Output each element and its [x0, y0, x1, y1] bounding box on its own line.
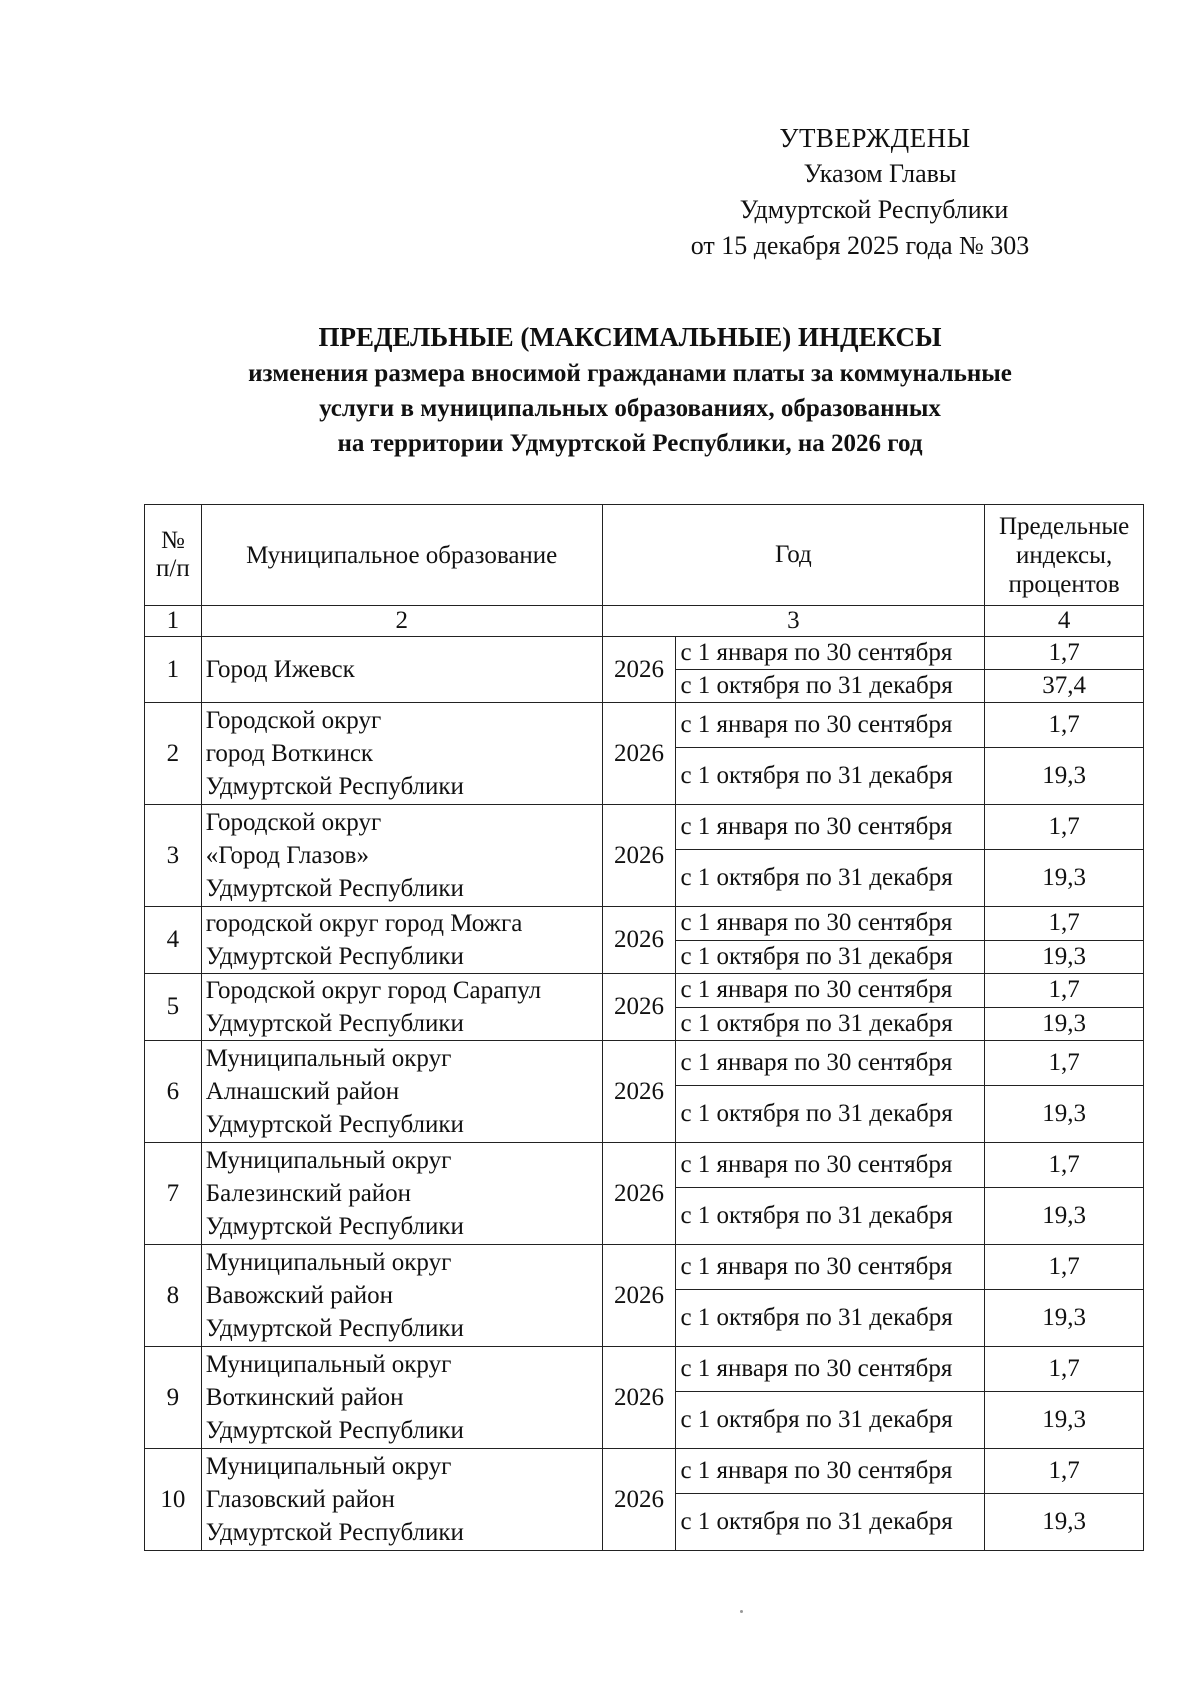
index-cell: 19,3 [985, 1188, 1144, 1245]
period-cell: с 1 октября по 31 декабря [676, 1086, 985, 1143]
municipality-line: Удмуртской Республики [205, 1519, 464, 1546]
municipality-cell [201, 974, 602, 1041]
approval-heading: УТВЕРЖДЕНЫ [779, 123, 971, 153]
approval-stamp-block [650, 120, 1070, 264]
municipality-line: Алнашский район [205, 1078, 400, 1105]
period-cell: с 1 октября по 31 декабря [676, 940, 985, 974]
period-cell: с 1 января по 30 сентября [676, 805, 985, 850]
municipality-line: Вавожский район [205, 1282, 393, 1309]
municipality-line: город Воткинск [205, 740, 374, 767]
period-cell: с 1 января по 30 сентября [676, 974, 985, 1008]
municipality-line: Удмуртской Республики [205, 875, 464, 902]
municipality-line: Городской округ город Сарапул [205, 977, 542, 1004]
period-cell: с 1 января по 30 сентября [676, 1245, 985, 1290]
municipality-line: Муниципальный округ [205, 1351, 452, 1378]
period-cell: с 1 января по 30 сентября [676, 703, 985, 748]
index-cell: 1,7 [985, 1245, 1144, 1290]
approval-decree-line: Указом Главы [803, 159, 957, 188]
municipality-line: Удмуртской Республики [205, 1417, 464, 1444]
row-number: 4 [145, 907, 202, 974]
index-cell: 1,7 [985, 805, 1144, 850]
header-municipality: Муниципальное образование [201, 505, 602, 606]
index-cell: 1,7 [985, 974, 1144, 1008]
index-cell: 1,7 [985, 1143, 1144, 1188]
index-cell: 19,3 [985, 850, 1144, 907]
index-cell: 1,7 [985, 1347, 1144, 1392]
period-cell: с 1 октября по 31 декабря [676, 1290, 985, 1347]
period-cell: с 1 октября по 31 декабря [676, 1392, 985, 1449]
period-cell: с 1 января по 30 сентября [676, 637, 985, 670]
indices-table [144, 504, 1144, 1551]
year-cell: 2026 [602, 1449, 676, 1551]
table-row [145, 805, 1144, 850]
period-cell: с 1 октября по 31 декабря [676, 850, 985, 907]
column-number: 2 [201, 606, 602, 637]
approval-region-line: Удмуртской Республики [739, 195, 1009, 224]
index-cell: 1,7 [985, 637, 1144, 670]
period-cell: с 1 января по 30 сентября [676, 1347, 985, 1392]
period-cell: с 1 января по 30 сентября [676, 1449, 985, 1494]
table-row [145, 974, 1144, 1008]
column-number: 1 [145, 606, 202, 637]
municipality-cell [201, 1041, 602, 1143]
municipality-cell [201, 1347, 602, 1449]
municipality-line: Город Ижевск [205, 656, 355, 683]
table-row [145, 907, 1144, 941]
municipality-cell [201, 1143, 602, 1245]
municipality-line: Муниципальный округ [205, 1147, 452, 1174]
municipality-cell [201, 703, 602, 805]
period-cell: с 1 января по 30 сентября [676, 1041, 985, 1086]
document-title [150, 318, 1110, 461]
index-cell: 37,4 [985, 670, 1144, 703]
municipality-line: Балезинский район [205, 1180, 412, 1207]
year-cell: 2026 [602, 1347, 676, 1449]
table-row [145, 637, 1144, 670]
title-line-2: изменения размера вносимой гражданами платы за коммунальные [248, 360, 1012, 387]
table-row [145, 1143, 1144, 1188]
index-cell: 1,7 [985, 1449, 1144, 1494]
municipality-line: Удмуртской Республики [205, 943, 464, 970]
index-cell: 19,3 [985, 1392, 1144, 1449]
year-cell: 2026 [602, 637, 676, 703]
index-cell: 1,7 [985, 1041, 1144, 1086]
period-cell: с 1 октября по 31 декабря [676, 1188, 985, 1245]
municipality-line: Глазовский район [205, 1486, 395, 1513]
row-number: 6 [145, 1041, 202, 1143]
municipality-cell [201, 805, 602, 907]
municipality-cell [201, 1245, 602, 1347]
title-line-3: услуги в муниципальных образованиях, образованных [319, 395, 941, 422]
column-number-row [145, 606, 1144, 637]
municipality-line: Удмуртской Республики [205, 773, 464, 800]
period-cell: с 1 октября по 31 декабря [676, 1007, 985, 1041]
title-line-4: на территории Удмуртской Республики, на 2026 год [337, 430, 923, 457]
municipality-cell [201, 907, 602, 974]
row-number: 7 [145, 1143, 202, 1245]
municipality-cell [201, 637, 602, 703]
period-cell: с 1 октября по 31 декабря [676, 670, 985, 703]
table-row [145, 1347, 1144, 1392]
year-cell: 2026 [602, 805, 676, 907]
period-cell: с 1 октября по 31 декабря [676, 748, 985, 805]
municipality-line: Воткинский район [205, 1384, 404, 1411]
column-number: 4 [985, 606, 1144, 637]
table-row [145, 703, 1144, 748]
year-cell: 2026 [602, 1041, 676, 1143]
row-number: 2 [145, 703, 202, 805]
index-cell: 19,3 [985, 748, 1144, 805]
municipality-line: Удмуртской Республики [205, 1213, 464, 1240]
index-cell: 19,3 [985, 1290, 1144, 1347]
year-cell: 2026 [602, 1245, 676, 1347]
municipality-line: Удмуртской Республики [205, 1010, 464, 1037]
header-year: Год [602, 505, 985, 606]
municipality-cell [201, 1449, 602, 1551]
row-number: 5 [145, 974, 202, 1041]
period-cell: с 1 января по 30 сентября [676, 1143, 985, 1188]
column-number: 3 [602, 606, 985, 637]
period-cell: с 1 января по 30 сентября [676, 907, 985, 941]
table-row [145, 1449, 1144, 1494]
row-number: 10 [145, 1449, 202, 1551]
municipality-line: Удмуртской Республики [205, 1111, 464, 1138]
municipality-line: Муниципальный округ [205, 1249, 452, 1276]
index-cell: 19,3 [985, 1007, 1144, 1041]
approval-date-line: от 15 декабря 2025 года № 303 [690, 231, 1030, 260]
municipality-line: «Город Глазов» [205, 842, 369, 869]
municipality-line: Муниципальный округ [205, 1453, 452, 1480]
index-cell: 1,7 [985, 703, 1144, 748]
year-cell: 2026 [602, 907, 676, 974]
row-number: 9 [145, 1347, 202, 1449]
period-cell: с 1 октября по 31 декабря [676, 1494, 985, 1551]
scan-dot [740, 1610, 743, 1613]
table-row [145, 1245, 1144, 1290]
row-number: 1 [145, 637, 202, 703]
year-cell: 2026 [602, 974, 676, 1041]
municipality-line: Городской округ [205, 809, 382, 836]
index-cell: 19,3 [985, 940, 1144, 974]
row-number: 3 [145, 805, 202, 907]
year-cell: 2026 [602, 703, 676, 805]
municipality-line: городской округ город Можга [205, 910, 523, 937]
index-cell: 19,3 [985, 1494, 1144, 1551]
municipality-line: Городской округ [205, 707, 382, 734]
title-line-1: ПРЕДЕЛЬНЫЕ (МАКСИМАЛЬНЫЕ) ИНДЕКСЫ [318, 322, 942, 352]
row-number: 8 [145, 1245, 202, 1347]
year-cell: 2026 [602, 1143, 676, 1245]
municipality-line: Удмуртской Республики [205, 1315, 464, 1342]
header-index: Предельные индексы, процентов [985, 505, 1144, 606]
table-header-row [145, 505, 1144, 606]
table-row [145, 1041, 1144, 1086]
index-cell: 1,7 [985, 907, 1144, 941]
index-cell: 19,3 [985, 1086, 1144, 1143]
municipality-line: Муниципальный округ [205, 1045, 452, 1072]
header-no: № п/п [145, 505, 202, 606]
